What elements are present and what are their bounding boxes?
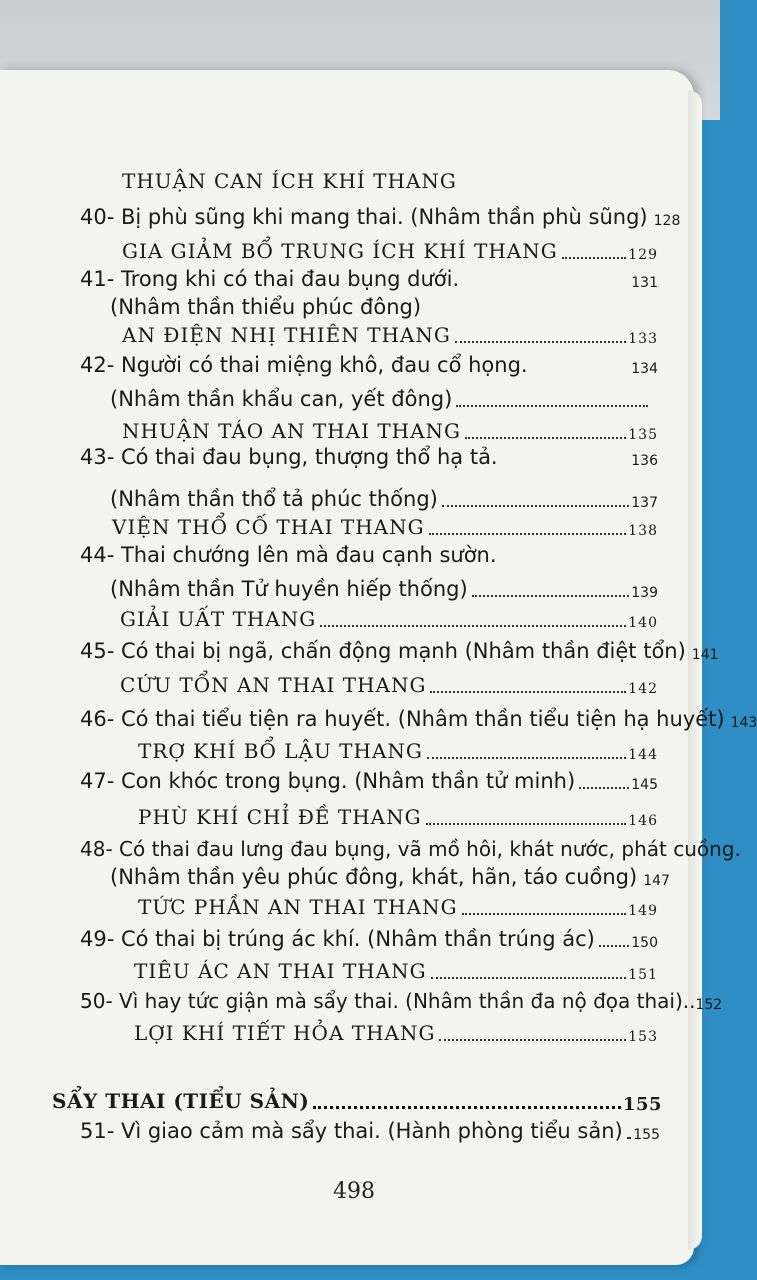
toc-entry-label: 49- Có thai bị trúng ác khí. (Nhâm thần trúng ác) bbox=[80, 927, 595, 951]
toc-entry-page: 143 bbox=[730, 715, 757, 731]
leader-dots bbox=[562, 257, 627, 259]
toc-entry[interactable] bbox=[122, 168, 457, 194]
toc-entry-label: PHÙ KHÍ CHỈ ĐỀ THANG bbox=[138, 805, 422, 829]
toc-entry-label: TỨC PHẦN AN THAI THANG bbox=[138, 895, 458, 919]
toc-entry-page: 153 bbox=[628, 1029, 658, 1045]
toc-entry[interactable] bbox=[80, 352, 658, 378]
toc-entry-label: TRỢ KHÍ BỔ LẬU THANG bbox=[138, 739, 423, 763]
toc-entry-label: 47- Con khóc trong bụng. (Nhâm thần tử minh) bbox=[80, 769, 576, 793]
toc-entry-label: NHUẬN TÁO AN THAI THANG bbox=[122, 419, 462, 443]
leader-dots bbox=[579, 787, 629, 789]
leader-dots bbox=[627, 1137, 632, 1139]
toc-entry-page: 131 bbox=[631, 275, 658, 291]
toc-entry-label: 45- Có thai bị ngã, chấn động mạnh (Nhâm thần điệt tổn) bbox=[80, 639, 686, 663]
toc-entry-label: (Nhâm thần khẩu can, yết đông) bbox=[110, 387, 453, 411]
leader-dots bbox=[442, 505, 629, 507]
toc-entry-page: 149 bbox=[628, 903, 658, 919]
toc-entry-page: 139 bbox=[631, 585, 658, 601]
toc-entry-page: 152 bbox=[695, 997, 723, 1013]
toc-entry[interactable] bbox=[134, 1020, 658, 1046]
toc-section-label: SẨY THAI (TIỂU SẢN) bbox=[52, 1089, 310, 1113]
page-number: 498 bbox=[333, 1179, 375, 1204]
toc-entry[interactable] bbox=[122, 322, 658, 348]
toc-entry-label: 50- Vì hay tức giận mà sẩy thai. (Nhâm thần đa nộ đọa thai).. bbox=[80, 989, 696, 1013]
toc-entry[interactable] bbox=[122, 418, 658, 444]
leader-dots bbox=[472, 595, 630, 597]
toc-entry-label: 46- Có thai tiểu tiện ra huyết. (Nhâm thần tiểu tiện hạ huyết) bbox=[80, 707, 725, 731]
toc-entry-label: GIẢI UẤT THANG bbox=[120, 607, 317, 631]
toc-entry[interactable] bbox=[110, 386, 650, 412]
toc-entry[interactable] bbox=[110, 576, 658, 602]
toc-entry[interactable] bbox=[80, 1118, 660, 1144]
toc-entry-label: (Nhâm thần yêu phúc đông, khát, hãn, táo cuồng) bbox=[110, 865, 638, 889]
toc-entry-page: 147 bbox=[643, 873, 670, 889]
toc-entry[interactable] bbox=[120, 606, 658, 632]
toc-entry[interactable] bbox=[138, 804, 658, 830]
toc-entry-page: 138 bbox=[628, 523, 658, 539]
leader-dots bbox=[430, 691, 626, 693]
toc-entry-page: 128 bbox=[653, 213, 681, 229]
toc-entry-label: 48- Có thai đau lưng đau bụng, vã mồ hôi, khát nước, phát cuồng. bbox=[80, 837, 741, 861]
toc-entry[interactable] bbox=[80, 204, 681, 230]
toc-entry[interactable] bbox=[110, 864, 670, 890]
toc-entry-page: 140 bbox=[628, 615, 658, 631]
toc-entry[interactable] bbox=[110, 486, 658, 512]
toc-entry[interactable] bbox=[80, 706, 757, 732]
toc-entry-page: 133 bbox=[628, 331, 658, 347]
toc-entry-page: 150 bbox=[631, 935, 658, 951]
toc-entry-label: 44- Thai chướng lên mà đau cạnh sườn. bbox=[80, 543, 497, 567]
toc-entry-page: 141 bbox=[691, 647, 719, 663]
toc-entry[interactable] bbox=[138, 738, 658, 764]
toc-entry-label: 41- Trong khi có thai đau bụng dưới. bbox=[80, 267, 460, 291]
leader-dots bbox=[599, 945, 629, 947]
toc-entry[interactable] bbox=[138, 894, 658, 920]
toc-entry-label: (Nhâm thần thổ tả phúc thống) bbox=[110, 487, 438, 511]
toc-entry[interactable] bbox=[80, 444, 658, 470]
toc-section-page: 155 bbox=[622, 1094, 662, 1115]
toc-entry-page: 144 bbox=[628, 747, 658, 763]
leader-dots bbox=[455, 341, 626, 343]
leader-dots bbox=[313, 1106, 621, 1109]
toc-entry[interactable] bbox=[122, 238, 658, 264]
toc-entry[interactable] bbox=[80, 768, 658, 794]
toc-entry-label: THUẬN CAN ÍCH KHÍ THANG bbox=[122, 169, 457, 193]
leader-dots bbox=[456, 405, 648, 407]
toc-entry-page: 136 bbox=[631, 453, 658, 469]
toc-entry[interactable] bbox=[112, 514, 658, 540]
toc-entry-page: 146 bbox=[628, 813, 658, 829]
toc-entry[interactable] bbox=[80, 266, 658, 292]
toc-entry[interactable] bbox=[134, 958, 658, 984]
toc-entry[interactable] bbox=[80, 988, 723, 1014]
toc-entry-page: 129 bbox=[628, 247, 658, 263]
toc-entry-label: 40- Bị phù sũng khi mang thai. (Nhâm thần phù sũng) bbox=[80, 205, 648, 229]
toc-entry[interactable] bbox=[80, 638, 719, 664]
toc-section[interactable] bbox=[52, 1088, 662, 1114]
toc-entry-label: LỢI KHÍ TIẾT HỎA THANG bbox=[134, 1021, 436, 1045]
toc-entry[interactable] bbox=[80, 836, 741, 862]
toc-entry-label: TIÊU ÁC AN THAI THANG bbox=[134, 959, 427, 983]
toc-entry[interactable] bbox=[80, 542, 500, 568]
toc-entry-page: 142 bbox=[628, 681, 658, 697]
toc-entry-label: GIA GIẢM BỔ TRUNG ÍCH KHÍ THANG bbox=[122, 239, 558, 263]
toc-entry-page: 137 bbox=[631, 495, 658, 511]
leader-dots bbox=[439, 1039, 626, 1041]
toc-entry-label: 42- Người có thai miệng khô, đau cổ họng. bbox=[80, 353, 528, 377]
toc-entry-label: (Nhâm thần thiểu phúc đông) bbox=[110, 295, 422, 319]
toc-entry-label: 51- Vì giao cảm mà sẩy thai. (Hành phòng tiểu sản) bbox=[80, 1119, 623, 1143]
leader-dots bbox=[431, 977, 627, 979]
toc-entry-page: 145 bbox=[631, 777, 658, 793]
leader-dots bbox=[462, 913, 627, 915]
toc-entry-label: AN ĐIỆN NHỊ THIÊN THANG bbox=[122, 323, 451, 347]
toc-entry-page: 155 bbox=[633, 1127, 660, 1143]
page-edge bbox=[688, 90, 702, 1250]
leader-dots bbox=[465, 437, 626, 439]
leader-dots bbox=[320, 625, 626, 627]
toc-entry-page: 134 bbox=[631, 361, 658, 377]
toc-entry-label: CỨU TỔN AN THAI THANG bbox=[120, 673, 427, 697]
leader-dots bbox=[426, 823, 627, 825]
toc-entry-label: VIỆN THỔ CỐ THAI THANG bbox=[112, 515, 425, 539]
leader-dots bbox=[427, 757, 626, 759]
toc-entry-label: (Nhâm thần Tử huyền hiếp thống) bbox=[110, 577, 468, 601]
toc-entry-page: 151 bbox=[628, 967, 658, 983]
leader-dots bbox=[429, 533, 627, 535]
toc-entry-label: 43- Có thai đau bụng, thượng thổ hạ tả. bbox=[80, 445, 498, 469]
toc-entry[interactable] bbox=[120, 672, 658, 698]
toc-entry[interactable] bbox=[110, 294, 510, 320]
toc-entry[interactable] bbox=[80, 926, 658, 952]
toc-entry-page: 135 bbox=[628, 427, 658, 443]
